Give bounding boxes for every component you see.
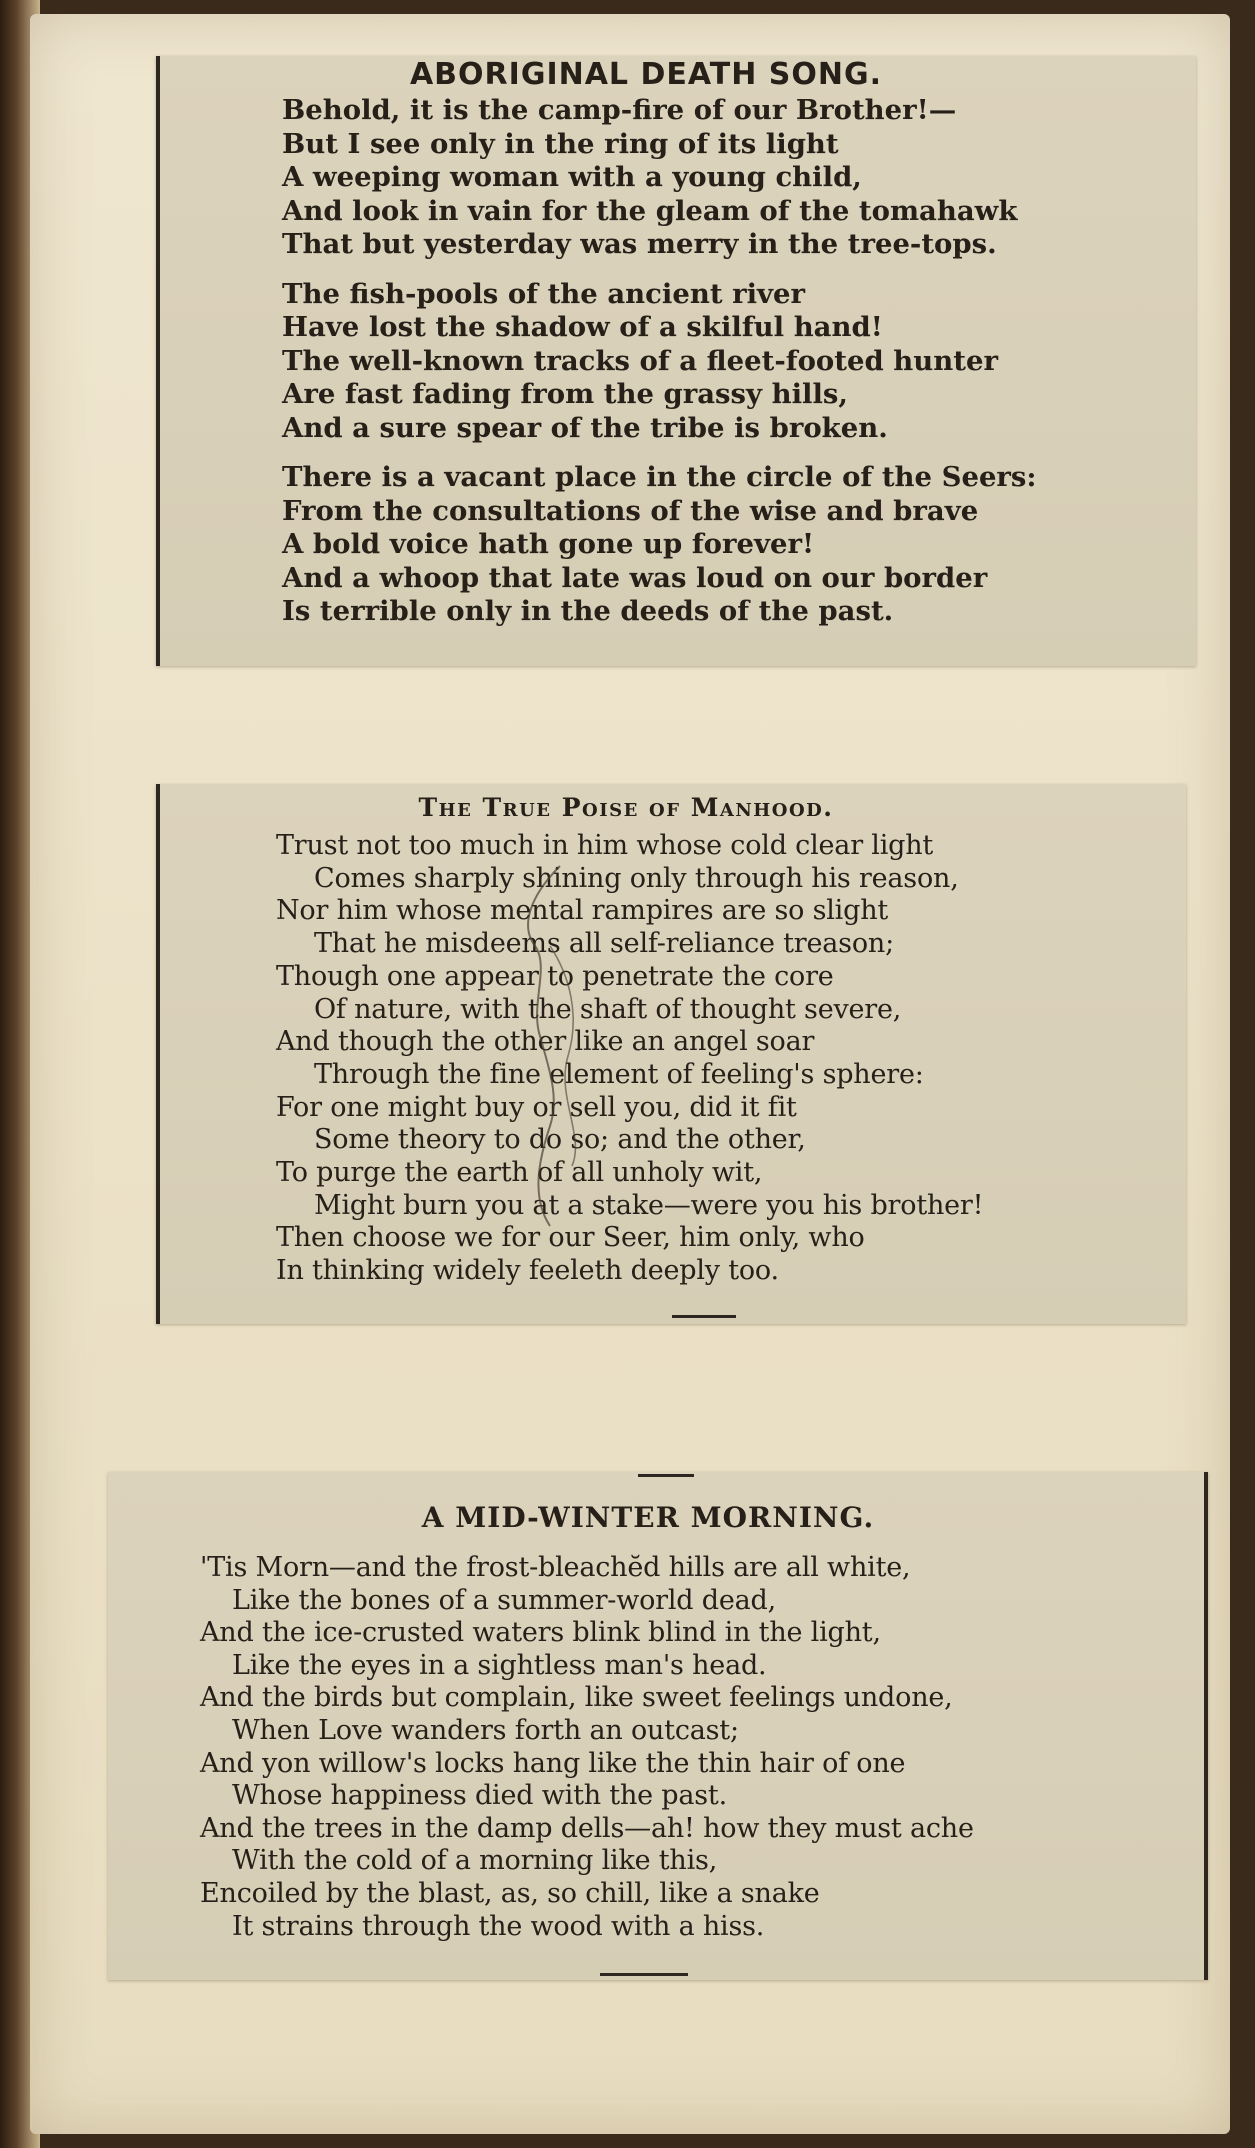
poem-line: Whose happiness died with the past. bbox=[232, 1780, 727, 1812]
poem-line: And the ice-crusted waters blink blind in the light, bbox=[200, 1617, 881, 1649]
poem-lines bbox=[200, 1552, 974, 1943]
poem-line: In thinking widely feeleth deeply too. bbox=[276, 1255, 779, 1287]
poem-line: To purge the earth of all unholy wit, bbox=[276, 1157, 763, 1189]
poem-line: The fish-pools of the ancient river bbox=[282, 277, 806, 310]
poem-line: Is terrible only in the deeds of the past. bbox=[282, 595, 894, 627]
clipping-mid-winter-morning bbox=[108, 1472, 1208, 1980]
poem-line: A weeping woman with a young child, bbox=[282, 161, 862, 193]
poem-line: It strains through the wood with a hiss. bbox=[232, 1910, 765, 1942]
poem-line: There is a vacant place in the circle of the Seers: bbox=[282, 461, 1037, 493]
poem-line: Trust not too much in him whose cold clear light bbox=[276, 830, 934, 861]
poem-line: Nor him whose mental rampires are so slight bbox=[276, 895, 889, 927]
poem-lines bbox=[276, 830, 983, 1288]
poem-line: Then choose we for our Seer, him only, who bbox=[276, 1222, 865, 1254]
poem-line: With the cold of a morning like this, bbox=[232, 1845, 718, 1877]
poem-line: Behold, it is the camp-fire of our Brother!— bbox=[282, 94, 957, 126]
poem-line: The well-known tracks of a fleet-footed hunter bbox=[282, 344, 998, 377]
poem-line: Some theory to do so; and the other, bbox=[314, 1124, 806, 1156]
poem-line: And the trees in the damp dells—ah! how they must ache bbox=[200, 1812, 974, 1844]
poem-line: For one might buy or sell you, did it fit bbox=[276, 1091, 797, 1123]
poem-line: Encoiled by the blast, as, so chill, like a snake bbox=[200, 1877, 820, 1909]
poem-body bbox=[200, 1552, 974, 1943]
clipping-true-poise-of-manhood bbox=[156, 784, 1186, 1324]
poem-line: 'Tis Morn—and the frost-bleachĕd hills are all white, bbox=[200, 1552, 911, 1583]
poem-line: Like the eyes in a sightless man's head. bbox=[232, 1649, 767, 1681]
poem-line: Are fast fading from the grassy hills, bbox=[282, 378, 848, 410]
poem-line: Comes sharply shining only through his reason, bbox=[314, 862, 959, 894]
stanza bbox=[282, 94, 1037, 262]
poem-line: And a whoop that late was loud on our border bbox=[282, 561, 988, 594]
poem-line: Might burn you at a stake—were you his brother! bbox=[314, 1189, 984, 1221]
poem-title: ABORIGINAL DEATH SONG. bbox=[409, 57, 883, 92]
poem-title: The True Poise of Manhood. bbox=[418, 793, 834, 822]
poem-line: And look in vain for the gleam of the tomahawk bbox=[282, 194, 1018, 227]
poem-line: Through the fine element of feeling's sphere: bbox=[314, 1058, 924, 1090]
poem-line: A bold voice hath gone up forever! bbox=[282, 528, 815, 560]
poem-line: That he misdeems all self-reliance treason; bbox=[314, 928, 894, 960]
poem-line: And the birds but complain, like sweet feelings undone, bbox=[200, 1682, 953, 1714]
poem-line: Have lost the shadow of a skilful hand! bbox=[282, 311, 883, 343]
stanza bbox=[282, 461, 1037, 629]
poem-body bbox=[282, 94, 1037, 645]
poem-line: But I see only in the ring of its light bbox=[282, 127, 839, 160]
poem-line: And yon willow's locks hang like the thin hair of one bbox=[200, 1747, 906, 1779]
column-rule-left bbox=[156, 56, 160, 666]
poem-line: From the consultations of the wise and brave bbox=[282, 494, 979, 527]
poem-line: When Love wanders forth an outcast; bbox=[232, 1714, 739, 1746]
clipping-aboriginal-death-song bbox=[156, 56, 1196, 666]
end-rule bbox=[600, 1973, 688, 1976]
poem-line: And a sure spear of the tribe is broken. bbox=[282, 411, 888, 444]
poem-title: A MID-WINTER MORNING. bbox=[421, 1501, 875, 1534]
pencil-scribble-mark bbox=[490, 836, 610, 1256]
poem-line: And though the other like an angel soar bbox=[276, 1026, 815, 1058]
stanza bbox=[282, 278, 1037, 446]
poem-line: Though one appear to penetrate the core bbox=[276, 960, 834, 992]
poem-line: That but yesterday was merry in the tree-tops. bbox=[282, 228, 997, 260]
poem-body bbox=[276, 830, 983, 1288]
column-rule-right bbox=[1204, 1472, 1208, 1980]
end-rule bbox=[672, 1315, 736, 1318]
column-rule-left bbox=[156, 784, 160, 1324]
top-rule bbox=[638, 1474, 694, 1477]
poem-line: Like the bones of a summer-world dead, bbox=[232, 1584, 777, 1616]
poem-line: Of nature, with the shaft of thought severe, bbox=[314, 993, 902, 1025]
